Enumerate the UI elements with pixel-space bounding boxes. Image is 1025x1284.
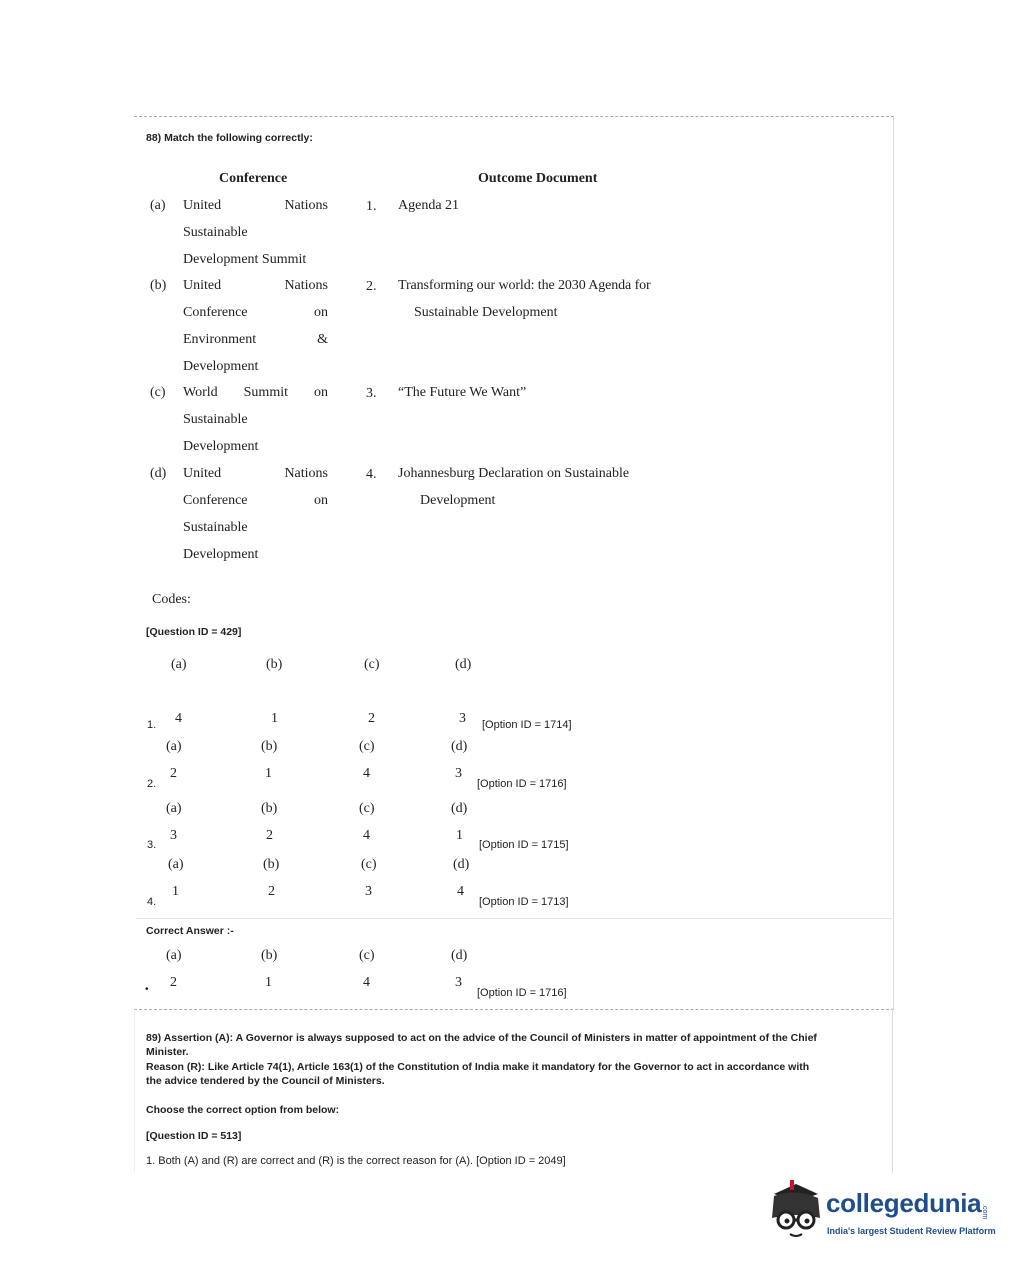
code-header-c: (c) <box>364 657 380 672</box>
word: on <box>314 493 328 508</box>
question-88-heading: 88) Match the following correctly: <box>146 132 313 144</box>
option-value: 1 <box>271 711 278 726</box>
divider <box>136 918 892 919</box>
q89-assertion: 89) Assertion (A): A Governor is always supposed to act on the advice of the Council of Ministers in matter of appointment of the Chief <box>146 1032 817 1044</box>
outcome-text-1: Agenda 21 <box>398 198 460 213</box>
code-header-c: (c) <box>359 801 375 816</box>
code-header-d: (d) <box>455 657 472 672</box>
conference-line <box>183 493 328 509</box>
conference-line: Development <box>183 359 259 374</box>
option-value: 3 <box>365 884 372 899</box>
conference-line <box>183 278 328 294</box>
word: Nations <box>284 466 328 481</box>
conference-line: Development Summit <box>183 252 307 267</box>
conference-line <box>183 385 328 401</box>
code-header-d: (d) <box>451 948 468 963</box>
outcome-text-3: “The Future We Want” <box>398 385 527 400</box>
codes-label: Codes: <box>152 592 191 607</box>
word: Environment <box>183 332 257 347</box>
outcome-number-4: 4. <box>366 467 377 482</box>
code-header-a: (a) <box>171 657 187 672</box>
match-label-b: (b) <box>150 278 167 293</box>
outcome-column-header: Outcome Document <box>478 171 598 186</box>
option-value: 4 <box>175 711 182 726</box>
option-number: 3. <box>147 839 157 851</box>
code-header-c: (c) <box>361 857 377 872</box>
code-header-c: (c) <box>359 948 375 963</box>
outcome-text-4-cont: Development <box>420 493 496 508</box>
word: on <box>314 305 328 320</box>
option-number: 1. <box>147 719 157 731</box>
option-value: 4 <box>457 884 464 899</box>
outcome-number-1: 1. <box>366 199 377 214</box>
option-id: [Option ID = 1715] <box>479 839 569 851</box>
correct-value: 1 <box>265 975 272 990</box>
word: & <box>317 332 328 347</box>
code-header-b: (b) <box>261 739 278 754</box>
word: Conference <box>183 493 248 508</box>
option-value: 3 <box>455 766 462 781</box>
q89-option-1: 1. Both (A) and (R) are correct and (R) is the correct reason for (A). [Option ID = 2049] <box>146 1155 566 1167</box>
match-label-d: (d) <box>150 466 167 481</box>
option-value: 4 <box>363 828 370 843</box>
conference-line <box>183 332 328 348</box>
q89-reason: Reason (R): Like Article 74(1), Article 163(1) of the Constitution of India make it mandatory for the Governor to act in accordance with <box>146 1061 810 1073</box>
word: Summit <box>243 385 288 400</box>
option-number: 2. <box>147 778 157 790</box>
option-id: [Option ID = 1716] <box>477 778 567 790</box>
bullet: • <box>145 984 149 995</box>
conference-line <box>183 466 328 482</box>
option-value: 3 <box>170 828 177 843</box>
code-header-a: (a) <box>168 857 184 872</box>
word: Nations <box>284 278 328 293</box>
code-header-d: (d) <box>453 857 470 872</box>
code-header-b: (b) <box>261 801 278 816</box>
correct-value: 2 <box>170 975 177 990</box>
option-value: 1 <box>456 828 463 843</box>
correct-answer-label: Correct Answer :- <box>146 925 234 937</box>
option-id: [Option ID = 1714] <box>482 719 572 731</box>
word: World <box>183 385 218 400</box>
conference-line: Development <box>183 547 259 562</box>
correct-value: 4 <box>363 975 370 990</box>
conference-column-header: Conference <box>219 171 288 186</box>
word: United <box>183 466 222 481</box>
collegedunia-mascot-icon <box>766 1178 826 1244</box>
option-value: 1 <box>265 766 272 781</box>
q89-reason-cont: the advice tendered by the Council of Ministers. <box>146 1075 385 1087</box>
option-value: 4 <box>363 766 370 781</box>
option-value: 2 <box>268 884 275 899</box>
conference-line: Development <box>183 439 259 454</box>
outcome-text-2: Transforming our world: the 2030 Agenda for <box>398 278 651 293</box>
word: United <box>183 278 222 293</box>
word: United <box>183 198 222 213</box>
outcome-number-3: 3. <box>366 386 377 401</box>
brand-tagline: India's largest Student Review Platform <box>827 1226 996 1236</box>
code-header-a: (a) <box>166 801 182 816</box>
conference-line <box>183 198 328 214</box>
outcome-number-2: 2. <box>366 279 377 294</box>
option-value: 1 <box>172 884 179 899</box>
correct-option-id: [Option ID = 1716] <box>477 987 567 999</box>
question-id-429: [Question ID = 429] <box>146 626 242 638</box>
match-label-a: (a) <box>150 198 166 213</box>
question-frame <box>134 116 894 1010</box>
conference-line: Sustainable <box>183 520 248 535</box>
conference-line: Sustainable <box>183 412 248 427</box>
outcome-text-2-cont: Sustainable Development <box>414 305 558 320</box>
brand-suffix: .com <box>981 1204 988 1220</box>
code-header-d: (d) <box>451 739 468 754</box>
q89-choose: Choose the correct option from below: <box>146 1104 340 1116</box>
brand-name: collegedunia <box>826 1188 982 1218</box>
word: on <box>313 385 328 400</box>
option-value: 2 <box>368 711 375 726</box>
conference-line: Sustainable <box>183 225 248 240</box>
code-header-a: (a) <box>166 739 182 754</box>
option-id: [Option ID = 1713] <box>479 896 569 908</box>
question-id-513: [Question ID = 513] <box>146 1130 242 1142</box>
code-header-b: (b) <box>266 657 283 672</box>
conference-line <box>183 305 328 321</box>
word: Nations <box>284 198 328 213</box>
code-header-b: (b) <box>263 857 280 872</box>
code-header-b: (b) <box>261 948 278 963</box>
outcome-text-4: Johannesburg Declaration on Sustainable <box>398 466 630 481</box>
code-header-a: (a) <box>166 948 182 963</box>
q89-assertion-cont: Minister. <box>146 1046 189 1058</box>
match-label-c: (c) <box>150 385 166 400</box>
option-value: 2 <box>170 766 177 781</box>
correct-value: 3 <box>455 975 462 990</box>
word: Conference <box>183 305 248 320</box>
option-value: 3 <box>459 711 466 726</box>
option-value: 2 <box>266 828 273 843</box>
option-number: 4. <box>147 896 157 908</box>
code-header-c: (c) <box>359 739 375 754</box>
code-header-d: (d) <box>451 801 468 816</box>
